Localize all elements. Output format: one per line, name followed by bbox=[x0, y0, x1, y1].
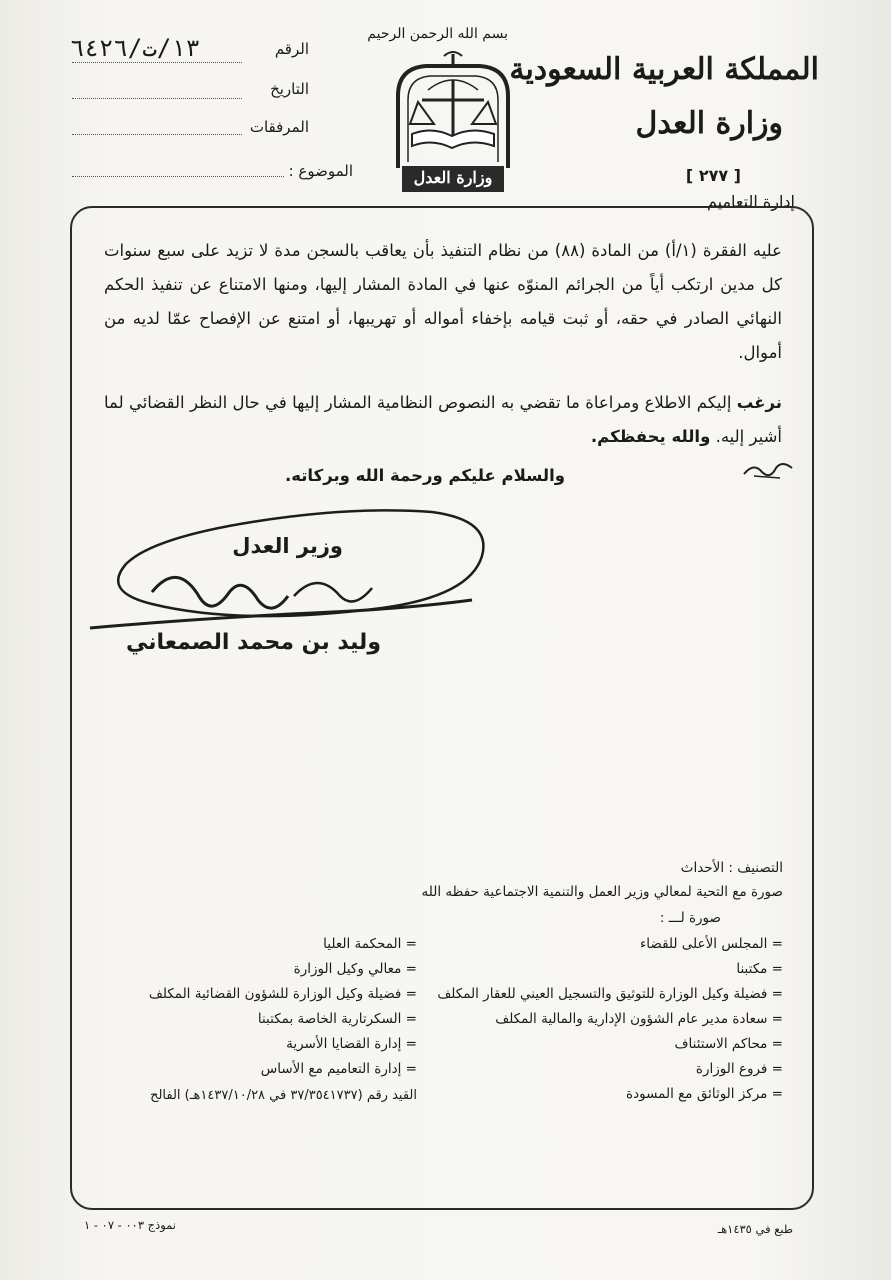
paragraph2-end: والله يحفظكم. bbox=[590, 427, 711, 446]
list-item: = فروع الوزارة bbox=[695, 1061, 783, 1077]
distribution-left-list bbox=[97, 936, 417, 1086]
signatory-title: وزير العدل bbox=[232, 534, 343, 558]
closing-greeting: والسلام عليكم ورحمة الله وبركاته. bbox=[284, 466, 565, 485]
handwritten-signature bbox=[82, 500, 502, 650]
attachments-dotline bbox=[72, 134, 242, 135]
body-paragraph-1: عليه الفقرة (١/أ) من المادة (٨٨) من نظام التنفيذ بأن يعاقب بالسجن مدة لا تزيد على سبع سنوات كل مدين ارتكب أياً من الجرائم المنوّه عنها في المادة المشار إليها، ومنها الامتناع عن تنفيذ الحكم النهائي الصادر في حقه، أو ثبت قيامه بإخفاء أمواله أو تهريبها، أو امتنع عن الإفصاح عمّا لديه من أموال. bbox=[104, 241, 782, 362]
department-name: إدارة التعاميم bbox=[707, 192, 795, 211]
list-item: = السكرتارية الخاصة بمكتبنا bbox=[257, 1011, 417, 1027]
distribution-right-list bbox=[403, 936, 783, 1111]
circular-ref-box: [ ٢٧٧ ] bbox=[685, 166, 741, 185]
number-label: الرقم bbox=[274, 40, 309, 58]
form-number: نموذج ٠٠٣ - ٠٧ - ١ bbox=[84, 1218, 177, 1232]
initials-mark bbox=[740, 456, 796, 484]
reference-number: ١٣/ت/٦٤٢٦ bbox=[70, 34, 201, 62]
classification: التصنيف : الأحداث bbox=[680, 860, 783, 876]
list-item: = المجلس الأعلى للقضاء bbox=[639, 936, 783, 952]
paragraph2-lead: نرغب bbox=[736, 393, 782, 412]
body-paragraph-2: نرغب إليكم الاطلاع ومراعاة ما تقضي به النصوص النظامية المشار إليها في حال النظر القضائي لما أشير إليه. والله يحفظكم. bbox=[104, 393, 782, 446]
copy-to-minister: صورة مع التحية لمعالي وزير العمل والتنمية الاجتماعية حفظه الله bbox=[421, 884, 783, 900]
basmala: بسم الله الرحمن الرحيم bbox=[367, 26, 508, 42]
list-item: = مكتبنا bbox=[736, 961, 783, 977]
subject-label: الموضوع : bbox=[288, 162, 353, 180]
list-item: = إدارة القضايا الأسرية bbox=[286, 1036, 417, 1052]
subject-dotline bbox=[72, 176, 284, 177]
list-item: = سعادة مدير عام الشؤون الإدارية والمالية المكلف bbox=[495, 1011, 783, 1027]
ministry-title: وزارة العدل bbox=[635, 106, 783, 141]
kingdom-title: المملكة العربية السعودية bbox=[509, 52, 819, 87]
list-item: = فضيلة وكيل الوزارة للتوثيق والتسجيل العيني للعقار المكلف bbox=[437, 986, 783, 1002]
signatory-name: وليد بن محمد الصمعاني bbox=[125, 630, 381, 655]
date-dotline bbox=[72, 98, 242, 99]
list-item: = مركز الوثائق مع المسودة bbox=[626, 1086, 783, 1102]
number-dotline bbox=[72, 62, 242, 63]
list-item: = فضيلة وكيل الوزارة للشؤون القضائية المكلف bbox=[148, 986, 417, 1002]
list-item: = محاكم الاستئناف bbox=[674, 1036, 783, 1052]
date-label: التاريخ bbox=[270, 80, 309, 98]
list-item: = معالي وكيل الوزارة bbox=[293, 961, 417, 977]
emblem-label: وزارة العدل bbox=[413, 168, 493, 187]
list-item: = المحكمة العليا bbox=[323, 936, 417, 952]
attachments-label: المرفقات bbox=[249, 118, 309, 136]
record-number: القيد رقم (٣٧/٣٥٤١٧٣٧ في ١٤٣٧/١٠/٢٨هـ) الفالح bbox=[150, 1088, 417, 1103]
list-item: = إدارة التعاميم مع الأساس bbox=[260, 1061, 417, 1077]
print-date: طبع في ١٤٣٥هـ bbox=[717, 1222, 793, 1236]
copy-to-label: صورة لـــ : bbox=[659, 910, 721, 926]
